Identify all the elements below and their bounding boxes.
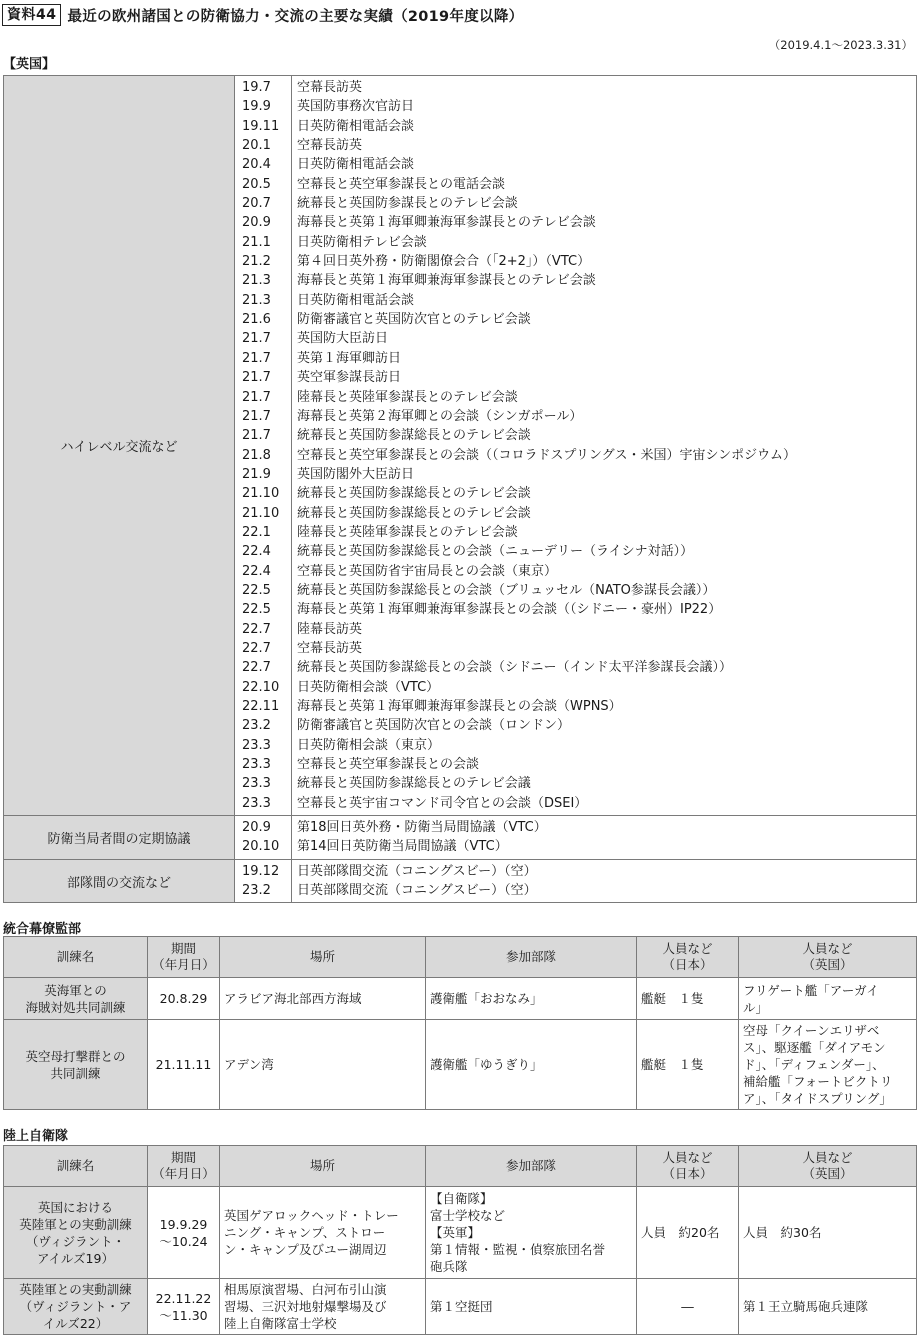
- uk-event-description: 第４回日英外務・防衛閣僚会合（「2+2」）（VTC）: [297, 254, 591, 270]
- personnel-uk: フリゲート艦「アーガイ ル」: [739, 978, 917, 1020]
- uk-event-description: 日英部隊間交流（コニングスビー）（空）: [297, 883, 537, 899]
- uk-event-description: 第14回日英防衛当局間協議（VTC）: [297, 839, 508, 855]
- uk-event-date: 20.10: [242, 839, 280, 855]
- uk-event-date: 22.11: [242, 699, 280, 714]
- uk-event-description: 海幕長と英第２海軍卿との会談（シンガポール）: [297, 408, 583, 424]
- uk-event-date: 21.9: [242, 466, 271, 482]
- column-header: 人員など （日本）: [637, 937, 739, 978]
- uk-event-description: 統幕長と英国防参謀総長とのテレビ会談: [297, 505, 531, 521]
- uk-event-description: 統幕長と英国防参謀総長とのテレビ会議: [297, 776, 531, 792]
- uk-event-description: 日英防衛相会談（VTC）: [297, 679, 440, 695]
- uk-event-description: 日英防衛相電話会談: [297, 157, 415, 173]
- exercise-name: 英国における 英陸軍との実動訓練 （ヴィジラント・ アイルズ19）: [4, 1187, 148, 1279]
- uk-event-description: 英国防閣外大臣訪日: [297, 466, 415, 482]
- exercise-row: [4, 1279, 917, 1335]
- uk-section-row: [4, 816, 917, 860]
- exercise-location: 相馬原演習場、白河布引山演 習場、三沢対地射爆撃場及び 陸上自衛隊富士学校: [220, 1279, 426, 1335]
- uk-event-date: 21.10: [242, 486, 280, 502]
- uk-exchange-table: [3, 75, 917, 903]
- personnel-japan: 艦艇 １隻: [637, 1020, 739, 1110]
- uk-event-description: 日英防衛相テレビ会談: [297, 234, 427, 250]
- uk-event-description: 海幕長と英第１海軍卿兼海軍参謀長との会談（（シドニー・豪州）IP22）: [297, 602, 722, 618]
- uk-event-date: 22.5: [242, 582, 271, 598]
- uk-section-row: [4, 859, 917, 903]
- personnel-japan: ―: [637, 1279, 739, 1335]
- uk-event-date: 22.5: [242, 602, 271, 618]
- uk-event-date: 20.9: [242, 820, 271, 836]
- uk-date-column: [235, 816, 292, 860]
- uk-event-date: 21.7: [242, 370, 271, 386]
- joint-staff-exercise-table: [3, 936, 917, 1110]
- uk-event-date: 22.4: [242, 563, 271, 579]
- column-header: 参加部隊: [426, 937, 637, 978]
- joint-staff-heading: 統合幕僚監部: [3, 922, 82, 937]
- document-title: 最近の欧州諸国との防衛協力・交流の主要な実績（2019年度以降）: [67, 8, 524, 25]
- uk-event-date: 20.1: [242, 138, 271, 154]
- column-header: 訓練名: [4, 937, 148, 978]
- uk-event-date: 22.7: [242, 621, 271, 637]
- exercise-row: [4, 1187, 917, 1279]
- uk-event-description: 英国防事務次官訪日: [297, 99, 415, 115]
- uk-event-description: 海幕長と英第１海軍卿兼海軍参謀長とのテレビ会談: [297, 273, 596, 289]
- uk-event-description: 陸幕長と英陸軍参謀長とのテレビ会談: [297, 389, 518, 405]
- exercise-location: アデン湾: [220, 1020, 426, 1110]
- uk-event-column: [292, 76, 917, 816]
- uk-event-date: 21.2: [242, 254, 271, 270]
- exercise-row: [4, 1020, 917, 1110]
- uk-event-description: 空幕長訪英: [297, 640, 363, 656]
- uk-event-description: 空幕長訪英: [297, 80, 363, 95]
- uk-event-date: 22.1: [242, 524, 271, 540]
- participating-units: 【自衛隊】 富士学校など 【英軍】 第１情報・監視・偵察旅団名誉 砲兵隊: [426, 1187, 637, 1279]
- uk-event-date: 22.7: [242, 640, 271, 656]
- uk-event-date: 21.7: [242, 350, 271, 366]
- uk-event-description: 空幕長と英空軍参謀長との会談（（コロラドスプリングス・米国）宇宙シンポジウム）: [297, 447, 797, 463]
- uk-event-description: 日英防衛相電話会談: [297, 292, 415, 308]
- column-header: 場所: [220, 937, 426, 978]
- gsdf-heading: 陸上自衛隊: [3, 1129, 69, 1144]
- uk-event-description: 陸幕長訪英: [297, 621, 363, 637]
- uk-event-date: 21.7: [242, 389, 271, 405]
- uk-event-description: 海幕長と英第１海軍卿兼海軍参謀長との会談（WPNS）: [297, 699, 622, 714]
- uk-event-description: 統幕長と英国防参謀総長との会談（シドニー（インド太平洋参謀長会議））: [297, 660, 732, 676]
- uk-event-date: 23.2: [242, 883, 271, 899]
- uk-event-description: 統幕長と英国防参謀総長との会談（ブリュッセル（NATO参謀長会議））: [297, 582, 716, 598]
- exercise-name: 英空母打撃群との 共同訓練: [4, 1020, 148, 1110]
- uk-event-date: 23.3: [242, 737, 271, 753]
- uk-event-description: 日英防衛相電話会談: [297, 118, 415, 134]
- uk-event-date: 20.4: [242, 157, 271, 173]
- exercise-location: アラビア海北部西方海域: [220, 978, 426, 1020]
- uk-event-description: 空幕長と英空軍参謀長との電話会談: [297, 176, 506, 192]
- document-label: 資料44: [2, 4, 61, 26]
- uk-heading: 【英国】: [3, 57, 56, 72]
- uk-event-description: 防衛審議官と英国防次官との会談（ロンドン）: [297, 718, 571, 734]
- column-header: 人員など （英国）: [739, 937, 917, 978]
- uk-event-date: 21.8: [242, 447, 271, 463]
- uk-event-description: 陸幕長と英陸軍参謀長とのテレビ会談: [297, 524, 518, 540]
- personnel-uk: 第１王立騎馬砲兵連隊: [739, 1279, 917, 1335]
- exercise-location: 英国ゲアロックヘッド・トレー ニング・キャンプ、ストロー ン・キャンプ及びユー湖周辺: [220, 1187, 426, 1279]
- uk-event-date: 19.7: [242, 80, 271, 95]
- personnel-uk: 人員 約30名: [739, 1187, 917, 1279]
- uk-event-description: 統幕長と英国防参謀長とのテレビ会談: [297, 196, 518, 212]
- personnel-uk: 空母「クイーンエリザベ ス」、駆逐艦「ダイアモン ド」、「ディフェンダー」、 補給艦「フォートビクトリ ア」、「タイドスプリング」: [739, 1020, 917, 1110]
- column-header: 場所: [220, 1146, 426, 1187]
- uk-event-description: 空幕長と英宇宙コマンド司令官との会談（DSEI）: [297, 795, 588, 811]
- uk-event-date: 21.3: [242, 292, 271, 308]
- uk-event-date: 23.3: [242, 776, 271, 792]
- uk-event-column: [292, 859, 917, 903]
- uk-event-description: 日英部隊間交流（コニングスビー）（空）: [297, 863, 537, 879]
- uk-event-description: 海幕長と英第１海軍卿兼海軍参謀長とのテレビ会談: [297, 215, 596, 231]
- uk-event-date: 21.10: [242, 505, 280, 521]
- uk-event-date: 21.3: [242, 273, 271, 289]
- uk-event-date: 21.7: [242, 428, 271, 444]
- uk-event-description: 第18回日英外務・防衛当局間協議（VTC）: [297, 820, 547, 836]
- exercise-period: 21.11.11: [148, 1020, 220, 1110]
- exercise-period: 20.8.29: [148, 978, 220, 1020]
- uk-event-date: 21.7: [242, 331, 271, 347]
- column-header: 人員など （日本）: [637, 1146, 739, 1187]
- uk-category-cell: ハイレベル交流など: [4, 76, 235, 816]
- uk-event-description: 統幕長と英国防参謀総長とのテレビ会談: [297, 486, 531, 502]
- participating-units: 第１空挺団: [426, 1279, 637, 1335]
- column-header: 訓練名: [4, 1146, 148, 1187]
- personnel-japan: 人員 約20名: [637, 1187, 739, 1279]
- exercise-period: 19.9.29 ～10.24: [148, 1187, 220, 1279]
- uk-category-cell: 部隊間の交流など: [4, 859, 235, 903]
- uk-event-description: 統幕長と英国防参謀総長とのテレビ会談: [297, 428, 531, 444]
- uk-event-date: 21.6: [242, 312, 271, 328]
- personnel-japan: 艦艇 １隻: [637, 978, 739, 1020]
- document-header: [2, 3, 523, 27]
- uk-event-date: 23.3: [242, 795, 271, 811]
- uk-event-column: [292, 816, 917, 860]
- uk-category-cell: 防衛当局者間の定期協議: [4, 816, 235, 860]
- uk-event-date: 19.11: [242, 118, 280, 134]
- exercise-period: 22.11.22 ～11.30: [148, 1279, 220, 1335]
- uk-event-date: 22.7: [242, 660, 271, 676]
- column-header: 期間 （年月日）: [148, 937, 220, 978]
- uk-event-date: 23.3: [242, 757, 271, 773]
- column-header: 人員など （英国）: [739, 1146, 917, 1187]
- exercise-row: [4, 978, 917, 1020]
- uk-event-date: 20.9: [242, 215, 271, 231]
- uk-event-description: 空幕長と英国防省宇宙局長との会談（東京）: [297, 563, 558, 579]
- uk-event-date: 23.2: [242, 718, 271, 734]
- column-header: 期間 （年月日）: [148, 1146, 220, 1187]
- uk-section-row: [4, 76, 917, 816]
- uk-event-description: 空幕長と英空軍参謀長との会談: [297, 757, 480, 773]
- uk-event-date: 20.7: [242, 196, 271, 212]
- exercise-name: 英海軍との 海賊対処共同訓練: [4, 978, 148, 1020]
- uk-date-column: [235, 76, 292, 816]
- exercise-name: 英陸軍との実動訓練 （ヴィジラント・ア イルズ22）: [4, 1279, 148, 1335]
- uk-event-date: 20.5: [242, 176, 271, 192]
- uk-event-date: 21.7: [242, 408, 271, 424]
- uk-event-date: 22.10: [242, 679, 280, 695]
- uk-event-description: 空幕長訪英: [297, 138, 363, 154]
- participating-units: 護衛艦「おおなみ」: [426, 978, 637, 1020]
- gsdf-exercise-table: [3, 1145, 917, 1335]
- column-header: 参加部隊: [426, 1146, 637, 1187]
- uk-event-date: 19.9: [242, 99, 271, 115]
- uk-event-date: 22.4: [242, 544, 271, 560]
- uk-event-description: 統幕長と英国防参謀総長との会談（ニューデリー（ライシナ対話））: [297, 544, 694, 560]
- uk-event-description: 英第１海軍卿訪日: [297, 350, 402, 366]
- period-range: （2019.4.1～2023.3.31）: [768, 38, 913, 52]
- uk-event-description: 日英防衛相会談（東京）: [297, 737, 441, 753]
- uk-event-date: 19.12: [242, 863, 280, 879]
- participating-units: 護衛艦「ゆうぎり」: [426, 1020, 637, 1110]
- uk-event-description: 英国防大臣訪日: [297, 331, 389, 347]
- uk-date-column: [235, 859, 292, 903]
- uk-event-description: 防衛審議官と英国防次官とのテレビ会談: [297, 312, 531, 328]
- uk-event-description: 英空軍参謀長訪日: [297, 370, 402, 386]
- uk-event-date: 21.1: [242, 234, 271, 250]
